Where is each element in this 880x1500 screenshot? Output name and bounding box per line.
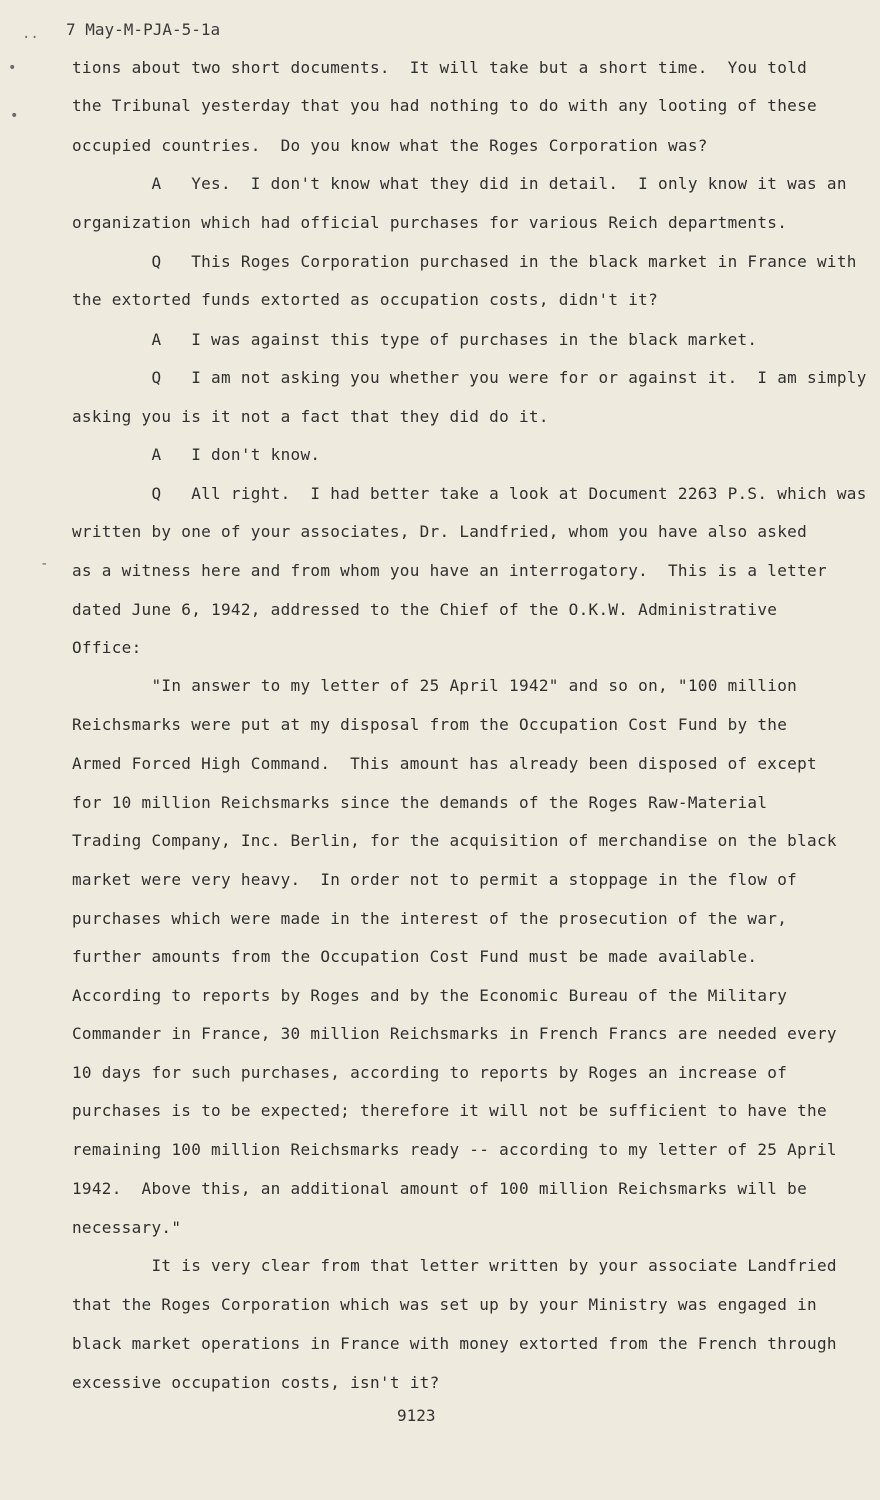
text-line: organization which had official purchases for various Reich departments.: [72, 213, 788, 232]
text-line: A Yes. I don't know what they did in detail. I only know it was an: [72, 174, 847, 193]
text-line: A I was against this type of purchases in the black market.: [72, 330, 758, 349]
text-line: tions about two short documents. It will take but a short time. You told: [72, 58, 808, 77]
text-line: purchases which were made in the interest of the prosecution of the war,: [72, 909, 788, 928]
margin-mark: ..: [22, 26, 39, 42]
text-line: as a witness here and from whom you have an interrogatory. This is a letter: [72, 561, 827, 580]
text-line: Q All right. I had better take a look at Document 2263 P.S. which was: [72, 484, 867, 503]
text-line: Office:: [72, 638, 142, 657]
margin-mark: -: [40, 556, 49, 572]
text-line: for 10 million Reichsmarks since the demands of the Roges Raw-Material: [72, 793, 768, 812]
text-line: the Tribunal yesterday that you had nothing to do with any looting of these: [72, 96, 817, 115]
text-line: Armed Forced High Command. This amount has already been disposed of except: [72, 754, 817, 773]
text-line: further amounts from the Occupation Cost Fund must be made available.: [72, 947, 758, 966]
margin-mark: •: [10, 108, 19, 124]
text-line: Commander in France, 30 million Reichsmarks in French Francs are needed every: [72, 1024, 837, 1043]
text-line: Q I am not asking you whether you were for or against it. I am simply: [72, 368, 867, 387]
page-number: 9123: [397, 1406, 436, 1425]
text-line: necessary.": [72, 1218, 182, 1237]
text-line: "In answer to my letter of 25 April 1942" and so on, "100 million: [72, 676, 798, 695]
text-line: Trading Company, Inc. Berlin, for the acquisition of merchandise on the black: [72, 831, 837, 850]
text-line: market were very heavy. In order not to permit a stoppage in the flow of: [72, 870, 798, 889]
text-line: that the Roges Corporation which was set up by your Ministry was engaged in: [72, 1295, 817, 1314]
text-line: asking you is it not a fact that they did do it.: [72, 407, 549, 426]
document-reference: 7 May-M-PJA-5-1a: [66, 20, 221, 39]
text-line: the extorted funds extorted as occupation costs, didn't it?: [72, 290, 659, 309]
text-line: excessive occupation costs, isn't it?: [72, 1373, 440, 1392]
text-line: dated June 6, 1942, addressed to the Chief of the O.K.W. Administrative: [72, 600, 778, 619]
text-line: 10 days for such purchases, according to reports by Roges an increase of: [72, 1063, 788, 1082]
text-line: Q This Roges Corporation purchased in the black market in France with: [72, 252, 857, 271]
text-line: 1942. Above this, an additional amount of 100 million Reichsmarks will be: [72, 1179, 808, 1198]
margin-mark: •: [8, 60, 17, 76]
text-line: According to reports by Roges and by the Economic Bureau of the Military: [72, 986, 788, 1005]
text-line: remaining 100 million Reichsmarks ready -- according to my letter of 25 April: [72, 1140, 837, 1159]
text-line: black market operations in France with money extorted from the French through: [72, 1334, 837, 1353]
text-line: purchases is to be expected; therefore it will not be sufficient to have the: [72, 1101, 827, 1120]
text-line: occupied countries. Do you know what the Roges Corporation was?: [72, 136, 708, 155]
text-line: written by one of your associates, Dr. Landfried, whom you have also asked: [72, 522, 808, 541]
text-line: It is very clear from that letter written by your associate Landfried: [72, 1256, 837, 1275]
text-line: A I don't know.: [72, 445, 321, 464]
text-line: Reichsmarks were put at my disposal from the Occupation Cost Fund by the: [72, 715, 788, 734]
